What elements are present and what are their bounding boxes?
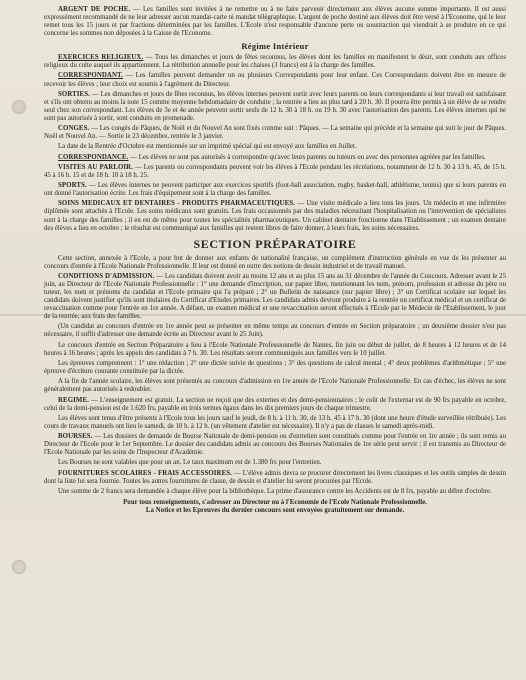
paragraph-text: Les élèves sont tenus d'être présents à l'Ecole tous les jours sauf le jeudi, de 8 h. à 11 h. 30, de 13 h. 45 à 17 h. 30 (dont une heure d'étude surveillée rétribuée). Les cours de travaux manuels ont lieu le samedi, de 10 h. à 12 h. (un vêtement d'atelier est nécessaire). Il n'y a pas de classes le samedi après-midi.: [44, 414, 506, 430]
footer-note: [44, 499, 506, 515]
regime-paragraph: [44, 125, 506, 141]
regime-paragraph: [44, 164, 506, 180]
paper-fold-line: [0, 314, 526, 316]
paragraph-lead: VISITES AU PARLOIR.: [58, 163, 134, 171]
paragraph-text: — Les familles peuvent demander un ou plusieurs Correspondants pour leur enfant. Ces Correspondants doivent être en mesure de recevoir les élèves ; leur choix est soumis à l'agrément du Directeur.: [44, 72, 506, 88]
paragraph-lead: SPORTS.: [58, 182, 87, 190]
paragraph-text: (Un candidat au concours d'entrée en 1re année peut se présenter en même temps au concours d'entrée en Section préparatoire ; un deuxième dossier n'est pas nécessaire, il suffit d'adresser une demande écrite au Directeur avant le 25 Juin).: [44, 323, 506, 339]
section-paragraph: [44, 360, 506, 376]
paragraph-text: Les épreuves comprennent : 1° une rédaction ; 2° une dictée suivie de questions ; 3° des questions de calcul mental ; 4° deux problèmes d'arithmétique ; 5° une épreuve d'écriture courante constituée par la dictée.: [44, 359, 506, 375]
paragraph-text: Une somme de 2 francs sera demandée à chaque élève pour la bibliothèque. La prime d'assurance contre les Accidents est de 8 frs, payable au début d'octobre.: [58, 487, 492, 495]
paragraph-lead: CONGES.: [58, 125, 90, 133]
argent-lead: ARGENT DE POCHE.: [58, 6, 131, 13]
regime-paragraph: [44, 54, 506, 70]
paragraph-text: — Les dossiers de demande de Bourse Nationale de demi-pension ou d'entretien sont constitués comme pour l'entrée en 1re année ; ils sont remis au Directeur de l'Ecole pour le 1er Septembre. Le dossier des candidats admis au concours des Bourses Nationales de 1re série peut servir ; il est transmis au Directeur de l'Ecole Nationale par les soins de l'Inspecteur d'Académie.: [44, 433, 506, 457]
regime-paragraph: [44, 143, 506, 151]
paragraph-text: — Les congés de Pâques, de Noël et du Nouvel An sont fixés comme suit : Pâques. — La semaine qui précède et la semaine qui suit le jour de Pâques. Noël et Nouvel An. — Sortie le 23 décembre, rentrée le 3 janvier.: [44, 125, 506, 141]
paragraph-lead: CONDITIONS D'ADMISSION.: [58, 272, 155, 280]
paragraph-text: Cette section, annexée à l'Ecole, a pour but de donner aux enfants de nationalité française, un complément d'instruction générale en vue de les présenter au concours d'entrée à l'Ecole Nationale Professionnelle. Il leur est donné en outre des notions de dessin industriel et de travail manuel.: [44, 254, 506, 270]
regime-paragraph: [44, 200, 506, 232]
paragraph-text: — Les candidats doivent avoir au moins 12 ans et au plus 15 ans au 31 décembre de l'année du Concours. Adresser avant le 25 juin, au Directeur de l'Ecole Nationale Professionnelle : 1° une demande d'inscription, sur papier libre, mentionnant les nom, prénom, profession et adresse du père ou tuteur, les nom et prénoms du candidat et l'Ecole primaire qui l'a préparé ; 2° un Bulletin de naissance (sur papier libre) ; 3° un Certificat scolaire sur lequel les candidats doivent justifier qu'ils sont titulaires du Certificat d'Etudes primaires. Les candidats admis devront produire à la rentrée un certificat médical et un certificat de revaccination comme pour l'entrée en 1re année. A défaut, un examen médical et une revaccination seront effectués à l'Ecole par le Médecin de l'Etablissement, le jour de la rentrée, aux frais des familles.: [44, 272, 506, 321]
regime-paragraph: [44, 91, 506, 123]
paragraph-lead: REGIME.: [58, 396, 89, 404]
regime-section: [44, 54, 506, 232]
regime-heading: Régime Intérieur: [241, 41, 309, 52]
paragraph-text: — Les élèves ne sont pas autorisés à correspondre qu'avec leurs parents ou tuteurs ou avec des personnes agréées par les familles.: [128, 153, 486, 161]
argent-text: — Les familles sont invitées à ne remettre ou à ne faire parvenir directement aux élèves aucune somme importante. Il est aussi expressément recommandé de ne leur adresser aucun mandat-carte ni mandat télégraphique. L'argent de poche destiné aux élèves doit être versé à l'Econome, qui le leur remet tous les 15 jours et par fractions déterminées par les familles. L'Ecole n'est responsable d'aucune perte ou soustraction qui viendrait à se produire en ce qui concerne les sommes non déposées à la Caisse de l'Econome.: [44, 6, 506, 38]
section-paragraph: [44, 397, 506, 413]
section-paragraph: [44, 255, 506, 271]
punch-hole: [12, 100, 26, 114]
paragraph-lead: EXERCICES RELIGIEUX.: [58, 54, 144, 62]
paragraph-text: — Tous les dimanches et jours de fêtes reconnus, les élèves dont les familles en manifestent le désir, sont conduits aux offices religieux du culte auquel ils appartiennent. La rétribution annuelle pour les chaises (3 francs) est à la charge des familles.: [44, 54, 507, 70]
section-paragraph: [44, 415, 506, 431]
regime-paragraph: [44, 154, 506, 162]
paragraph-text: — Les élèves internes ne peuvent participer aux exercices sportifs (foot-ball association, rugby, basket-ball, athlétisme, tennis) que si leurs parents en ont donné l'autorisation écrite. Les frais d'équipement sont à la charge des familles.: [44, 182, 506, 198]
paragraph-text: Le concours d'entrée en Section Préparatoire a lieu à l'Ecole Nationale Professionnelle de Nantes, fin juin ou début de juillet, de 8 heures à 12 heures et de 14 heures à 16 heures ; après les appels des candidats à 7 h. 30. Les résultats seront communiqués aux familles vers le 10 juillet.: [44, 341, 506, 357]
section-paragraph: [44, 342, 506, 358]
regime-paragraph: [44, 182, 506, 198]
paragraph-text: Les Bourses ne sont valables que pour un an. Le taux maximum est de 1.380 frs pour l'entretien.: [58, 459, 322, 467]
punch-hole: [12, 560, 26, 574]
section-preparatoire-heading: SECTION PRÉPARATOIRE: [193, 236, 357, 251]
paragraph-text: A la fin de l'année scolaire, les élèves sont présentés au concours d'admission en 1re année de l'Ecole Nationale Professionnelle. En cas d'échec, les élèves ne sont généralement pas autorisés à redoubler.: [44, 378, 506, 394]
section-paragraph: [44, 459, 506, 467]
paragraph-text: — L'enseignement est gratuit. La section ne reçoit que des externes et des demi-pensionnaires ; le coût de l'externat est de 90 frs payable en octobre, celui de la demi-pension est de 1.620 frs, payable en trois termes égaux dans les dix premiers jours de chaque trimestre.: [44, 396, 506, 412]
paragraph-lead: SOINS MEDICAUX ET DENTAIRES - PRODUITS PHARMACEUTIQUES.: [58, 200, 295, 208]
regime-paragraph: [44, 72, 506, 88]
paragraph-text: — Les parents ou correspondants peuvent voir les élèves à l'Ecole pendant les récréations, notamment de 12 h. 30 à 13 h. 45, de 15 h. 45 à 16 h. 15 et de 18 h. 10 à 18 h. 25.: [44, 163, 506, 179]
footer-line-1: Pour tous renseignements, s'adresser au Directeur ou à l'Economie de l'Ecole Nationale Professionnelle.: [123, 498, 427, 506]
section-paragraph: [44, 488, 506, 496]
paragraph-text: — Les dimanches et jours de fêtes reconnus, les élèves internes peuvent sortir avec leurs parents ou leurs correspondants si leur travail est satisfaisant et s'ils ont obtenu au moins la note 15 comme moyenne hebdomadaire de conduite ; la rentrée a lieu au plus tard à 20 h. 30. Il pourra être permis à un élève de se rendre seul chez son correspondant. Les élèves de 3e et 4e année peuvent sortir seuls de 12 h. 30 à 18 h. ou 19 h. 30 avec l'autorisation des parents. Les élèves internes qui ne sont pas autorisés à sortir, sont conduits en promenade.: [44, 90, 506, 122]
paragraph-text: La date de la Rentrée d'Octobre est mentionnée sur un imprimé spécial qui est envoyé aux familles en Juillet.: [58, 143, 357, 151]
section-paragraph: [44, 433, 506, 457]
argent-paragraph: [44, 6, 506, 38]
section-paragraph: [44, 323, 506, 339]
section-paragraph: [44, 470, 506, 486]
paragraph-lead: FOURNITURES SCOLAIRES - FRAIS ACCESSOIRES.: [58, 469, 232, 477]
paragraph-lead: BOURSES.: [58, 433, 93, 441]
paragraph-text: — L'élève admis devra se procurer directement les livres classiques et les outils simples de dessin dont la liste lui sera fournie. Toutes les autres fournitures de classe, de dessin et d'atelier lui seront procurées par l'Ecole.: [44, 469, 506, 485]
footer-line-2: La Notice et les Epreuves du dernier concours sont envoyées gratuitement sur demande.: [145, 507, 405, 515]
section-paragraph: [44, 378, 506, 394]
section-preparatoire: [44, 255, 506, 496]
paragraph-text: — Une visite médicale a lieu tous les jours. Un médecin et une infirmière diplômée sont attachés à l'Ecole. Les soins médicaux sont gratuits. Les frais occasionnés par des maladies nécessitant l'hospitalisation ou l'intervention de spécialistes sont à la charge des familles ; il en est de même pour toutes les spécialités pharmaceutiques. Un cabinet dentaire fonctionne dans l'Etablissement ; un examen dentaire des élèves a lieu en octobre ; le résultat est communiqué aux familles qui restent libres de faire donner, à leurs frais, les soins nécessaires.: [44, 200, 506, 232]
paragraph-lead: CORRESPONDANT.: [58, 72, 123, 80]
paragraph-lead: SORTIES.: [58, 90, 90, 98]
paragraph-lead: CORRESPONDANCE.: [58, 153, 129, 161]
